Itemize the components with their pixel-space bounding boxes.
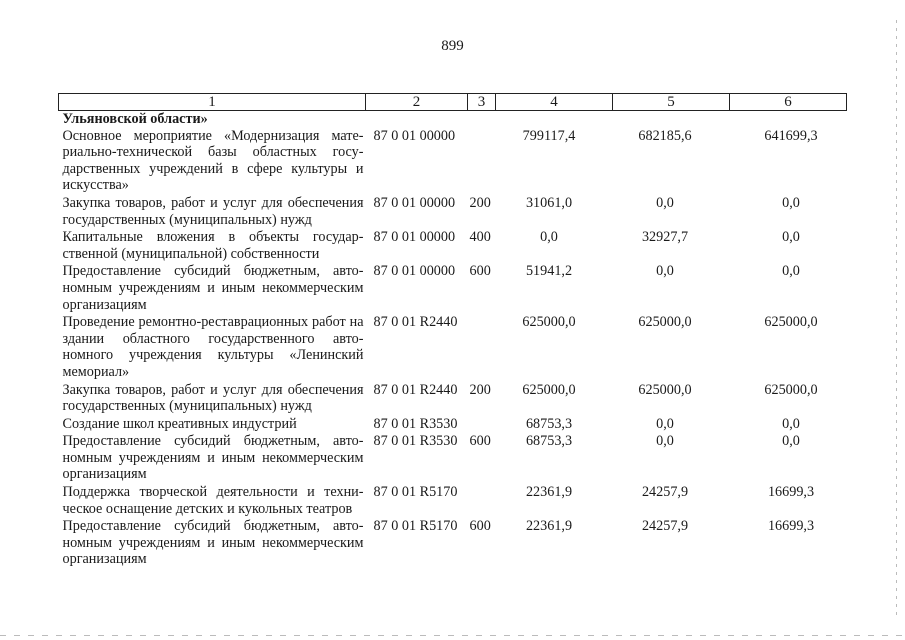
row-expense-type: 600 xyxy=(469,263,491,280)
row-value-col4 xyxy=(496,111,613,128)
row-value-col4: 625000,0 xyxy=(522,381,576,398)
row-expense-type: 200 xyxy=(469,194,491,211)
table-row xyxy=(59,263,847,314)
row-value-col6: 16699,3 xyxy=(767,484,815,501)
row-expense-type xyxy=(468,128,496,195)
row-code: 87 0 01 R5170 xyxy=(373,484,458,501)
row-description: Закупка товаров, работ и услуг для обеспечения государственных (муниципальных) нужд xyxy=(62,194,364,228)
table-row xyxy=(59,195,847,229)
row-value-col4: 625000,0 xyxy=(522,314,576,331)
row-value-col4: 22361,9 xyxy=(525,484,573,501)
row-value-col4: 0,0 xyxy=(540,229,558,246)
column-header-3: 3 xyxy=(468,94,496,111)
row-description: Создание школ креативных индустрий xyxy=(62,415,297,432)
table-row xyxy=(59,229,847,263)
column-header-6: 6 xyxy=(730,94,847,111)
row-code: 87 0 01 00000 xyxy=(373,263,456,280)
row-value-col6: 0,0 xyxy=(782,433,800,450)
row-value-col6: 0,0 xyxy=(782,229,800,246)
row-value-col6: 641699,3 xyxy=(764,127,818,144)
row-expense-type: 600 xyxy=(469,518,491,535)
row-description: Предоставление субсидий бюджетным, автономным учреждениям и иным некоммерческим организациям xyxy=(62,263,364,313)
row-value-col5: 24257,9 xyxy=(641,484,689,501)
row-value-col4: 51941,2 xyxy=(525,263,573,280)
row-description: Проведение ремонтно-реставрационных работ на здании областного государственного автономного учреждения культуры «Ленинский мемориал» xyxy=(62,314,364,380)
row-value-col5: 32927,7 xyxy=(641,229,689,246)
row-value-col5: 682185,6 xyxy=(638,127,692,144)
row-expense-type xyxy=(468,484,496,518)
row-value-col6: 0,0 xyxy=(782,415,800,432)
row-value-col5: 0,0 xyxy=(656,194,674,211)
row-description: Предоставление субсидий бюджетным, автономным учреждениям и иным некоммерческим организациям xyxy=(62,518,364,568)
row-value-col6: 16699,3 xyxy=(767,518,815,535)
column-header-4: 4 xyxy=(496,94,613,111)
row-value-col6: 625000,0 xyxy=(764,381,818,398)
row-value-col5 xyxy=(613,111,730,128)
row-code: 87 0 01 00000 xyxy=(373,194,456,211)
table-row xyxy=(59,433,847,484)
row-description: Поддержка творческой деятельности и техническое оснащение детских и кукольных театров xyxy=(62,484,364,517)
table-row xyxy=(59,111,847,128)
column-header-1: 1 xyxy=(59,94,366,111)
page-number: 899 xyxy=(441,38,464,54)
row-code: 87 0 01 R2440 xyxy=(373,381,458,398)
row-value-col5: 625000,0 xyxy=(638,314,692,331)
table-row xyxy=(59,416,847,434)
row-code: 87 0 01 00000 xyxy=(373,127,456,144)
row-description: Основное мероприятие «Модернизация материально-технической базы областных государственных учреждений в сфере культуры и искусства» xyxy=(62,127,364,194)
row-value-col5: 24257,9 xyxy=(641,518,689,535)
row-code: 87 0 01 R3530 xyxy=(373,415,458,432)
row-value-col4: 68753,3 xyxy=(525,415,573,432)
row-description: Закупка товаров, работ и услуг для обеспечения государственных (муниципальных) нужд xyxy=(62,381,364,415)
row-value-col5: 0,0 xyxy=(656,263,674,280)
table-row xyxy=(59,484,847,518)
row-description: Ульяновской области» xyxy=(62,111,208,127)
row-value-col6: 0,0 xyxy=(782,194,800,211)
row-code: 87 0 01 R3530 xyxy=(373,433,458,450)
table-header-row xyxy=(59,94,847,111)
row-value-col6: 0,0 xyxy=(782,263,800,280)
table-row xyxy=(59,314,847,381)
table-row xyxy=(59,128,847,195)
scan-edge-mark xyxy=(896,20,897,620)
row-value-col6: 625000,0 xyxy=(764,314,818,331)
row-value-col6 xyxy=(730,111,847,128)
row-expense-type xyxy=(468,314,496,381)
row-expense-type: 600 xyxy=(469,433,491,450)
row-value-col4: 799117,4 xyxy=(522,127,576,144)
row-value-col4: 31061,0 xyxy=(525,194,573,211)
row-value-col4: 22361,9 xyxy=(525,518,573,535)
table-row xyxy=(59,382,847,416)
column-header-5: 5 xyxy=(613,94,730,111)
row-value-col5: 625000,0 xyxy=(638,381,692,398)
row-code: 87 0 01 R5170 xyxy=(373,518,458,535)
row-expense-type: 200 xyxy=(469,381,491,398)
row-code: 87 0 01 R2440 xyxy=(373,314,458,331)
row-value-col5: 0,0 xyxy=(656,433,674,450)
row-code xyxy=(366,111,468,128)
row-expense-type xyxy=(468,111,496,128)
scan-bottom-mark xyxy=(0,635,905,636)
row-description: Капитальные вложения в объекты государственной (муниципальной) собственности xyxy=(62,229,364,262)
row-expense-type: 400 xyxy=(469,229,491,246)
table-row xyxy=(59,518,847,569)
row-description: Предоставление субсидий бюджетным, автономным учреждениям и иным некоммерческим организациям xyxy=(62,433,364,483)
row-code: 87 0 01 00000 xyxy=(373,229,456,246)
column-header-2: 2 xyxy=(366,94,468,111)
budget-table xyxy=(58,93,847,569)
row-value-col4: 68753,3 xyxy=(525,433,573,450)
row-value-col5: 0,0 xyxy=(656,415,674,432)
row-expense-type xyxy=(468,416,496,434)
